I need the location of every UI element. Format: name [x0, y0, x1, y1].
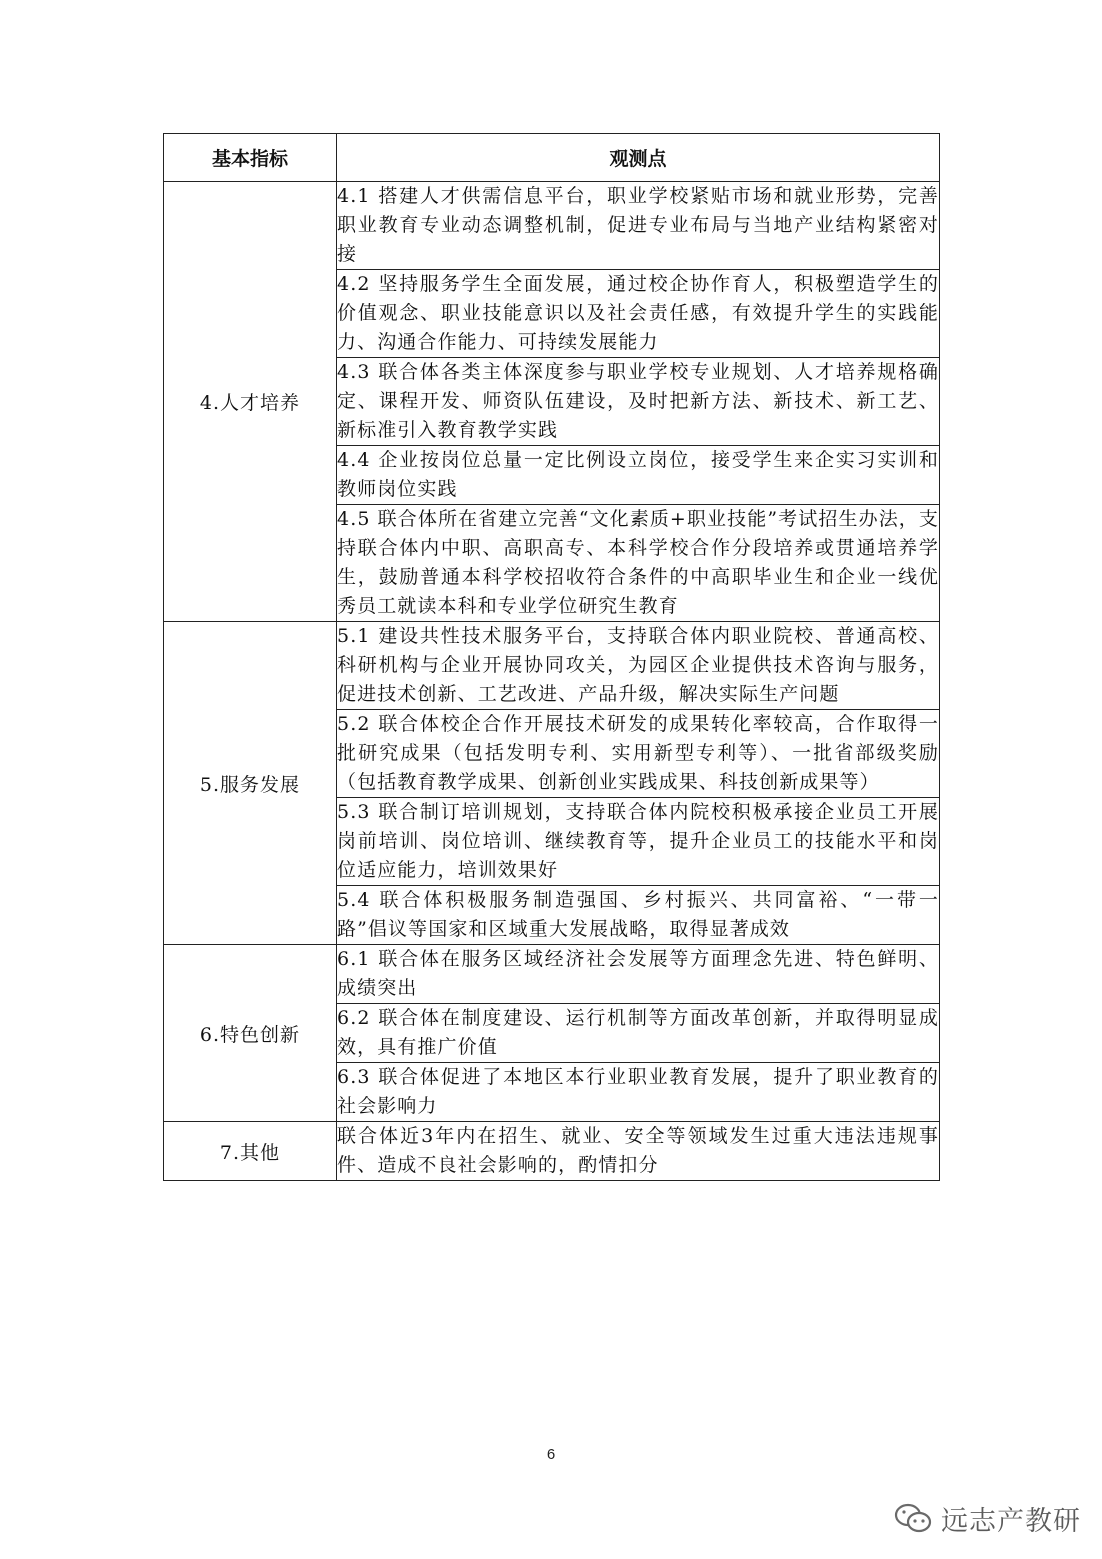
observation-cell: 4.3 联合体各类主体深度参与职业学校专业规划、人才培养规格确定、课程开发、师资队伍建设，及时把新方法、新技术、新工艺、新标准引入教育教学实践 [337, 358, 940, 446]
category-cell: 5.服务发展 [164, 622, 337, 945]
wechat-official-account-icon [893, 1501, 933, 1535]
observation-cell: 联合体近3年内在招生、就业、安全等领域发生过重大违法违规事件、造成不良社会影响的，酌情扣分 [337, 1122, 940, 1181]
table-row [164, 945, 940, 1004]
observation-cell: 6.2 联合体在制度建设、运行机制等方面改革创新，并取得明显成效，具有推广价值 [337, 1004, 940, 1063]
observation-cell: 4.5 联合体所在省建立完善“文化素质+职业技能”考试招生办法，支持联合体内中职、高职高专、本科学校合作分段培养或贯通培养学生，鼓励普通本科学校招收符合条件的中高职毕业生和企业一线优秀员工就读本科和专业学位研究生教育 [337, 505, 940, 622]
watermark-text: 远志产教研 [941, 1505, 1081, 1537]
table-row [164, 182, 940, 270]
header-observation-point: 观测点 [337, 134, 940, 182]
observation-cell: 4.4 企业按岗位总量一定比例设立岗位，接受学生来企实习实训和教师岗位实践 [337, 446, 940, 505]
page-number: 6 [546, 1446, 556, 1463]
observation-cell: 5.2 联合体校企合作开展技术研发的成果转化率较高，合作取得一批研究成果（包括发明专利、实用新型专利等）、一批省部级奖励（包括教育教学成果、创新创业实践成果、科技创新成果等） [337, 710, 940, 798]
category-cell: 4.人才培养 [164, 182, 337, 622]
observation-cell: 5.3 联合制订培训规划，支持联合体内院校积极承接企业员工开展岗前培训、岗位培训、继续教育等，提升企业员工的技能水平和岗位适应能力，培训效果好 [337, 798, 940, 886]
category-cell: 7.其他 [164, 1122, 337, 1181]
table-header-row [164, 134, 940, 182]
table-row [164, 622, 940, 710]
table-row [164, 1122, 940, 1181]
observation-cell: 4.1 搭建人才供需信息平台，职业学校紧贴市场和就业形势，完善职业教育专业动态调整机制，促进专业布局与当地产业结构紧密对接 [337, 182, 940, 270]
watermark [893, 1496, 1081, 1540]
indicator-table [163, 133, 940, 1181]
category-cell: 6.特色创新 [164, 945, 337, 1122]
observation-cell: 5.4 联合体积极服务制造强国、乡村振兴、共同富裕、“一带一路”倡议等国家和区域重大发展战略，取得显著成效 [337, 886, 940, 945]
observation-cell: 4.2 坚持服务学生全面发展，通过校企协作育人，积极塑造学生的价值观念、职业技能意识以及社会责任感，有效提升学生的实践能力、沟通合作能力、可持续发展能力 [337, 270, 940, 358]
header-basic-indicator: 基本指标 [164, 134, 337, 182]
observation-cell: 5.1 建设共性技术服务平台，支持联合体内职业院校、普通高校、科研机构与企业开展协同攻关，为园区企业提供技术咨询与服务，促进技术创新、工艺改进、产品升级，解决实际生产问题 [337, 622, 940, 710]
observation-cell: 6.1 联合体在服务区域经济社会发展等方面理念先进、特色鲜明、成绩突出 [337, 945, 940, 1004]
observation-cell: 6.3 联合体促进了本地区本行业职业教育发展，提升了职业教育的社会影响力 [337, 1063, 940, 1122]
